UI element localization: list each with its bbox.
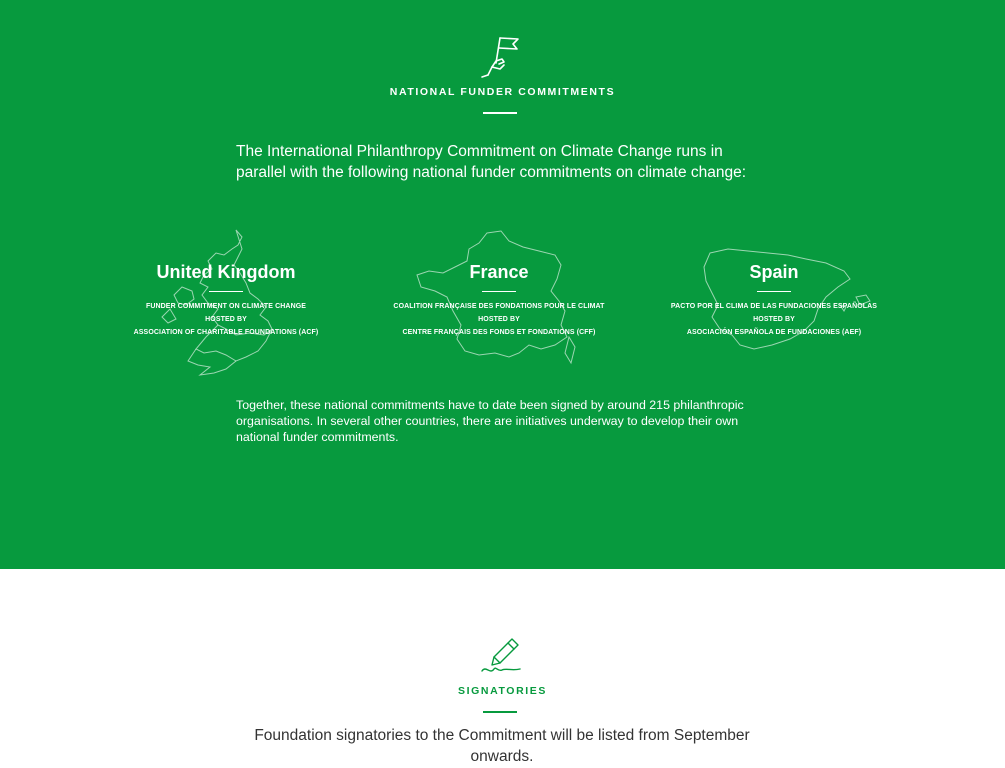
country-underline [209,291,243,292]
signatories-section [0,569,1005,768]
host-organisation: CENTRE FRANÇAIS DES FONDS ET FONDATIONS (CFF) [402,329,596,336]
country-name: United Kingdom [156,262,296,282]
country-card-spain [644,225,904,380]
section-title: NATIONAL FUNDER COMMITMENTS [389,86,616,98]
country-details [634,300,914,339]
country-name: France [469,262,529,282]
hosted-by-label: HOSTED BY [478,316,520,323]
commitment-name: PACTO POR EL CLIMA DE LAS FUNDACIONES ESPAÑOLAS [670,303,878,310]
country-underline [757,291,791,292]
country-card-uk [96,225,356,380]
country-details [359,300,639,339]
section-title: SIGNATORIES [458,685,547,697]
country-details [86,300,366,339]
host-organisation: ASOCIACIÓN ESPAÑOLA DE FUNDACIONES (AEF) [686,329,862,336]
commitment-name: COALITION FRANÇAISE DES FONDATIONS POUR LE CLIMAT [393,303,605,310]
pen-signature-icon [478,635,524,677]
commitment-name: FUNDER COMMITMENT ON CLIMATE CHANGE [145,303,307,310]
signatories-paragraph: Foundation signatories to the Commitment will be listed from September onwards. [254,727,750,765]
flag-in-hand-icon [478,33,522,79]
intro-paragraph: The International Philanthropy Commitment on Climate Change runs in parallel with the following national funder commitments on climate change: [236,143,747,181]
title-underline [483,112,517,114]
host-organisation: ASSOCIATION OF CHARITABLE FOUNDATIONS (ACF) [133,329,319,336]
country-underline [482,291,516,292]
outro-paragraph: Together, these national commitments have to date been signed by around 215 philanthropic organisations. In several other countries, there are initiatives underway to develop their own national funder commitments. [236,398,744,444]
title-underline [483,711,517,713]
hosted-by-label: HOSTED BY [753,316,795,323]
country-name: Spain [749,262,799,282]
country-card-france [369,225,629,380]
hosted-by-label: HOSTED BY [205,316,247,323]
